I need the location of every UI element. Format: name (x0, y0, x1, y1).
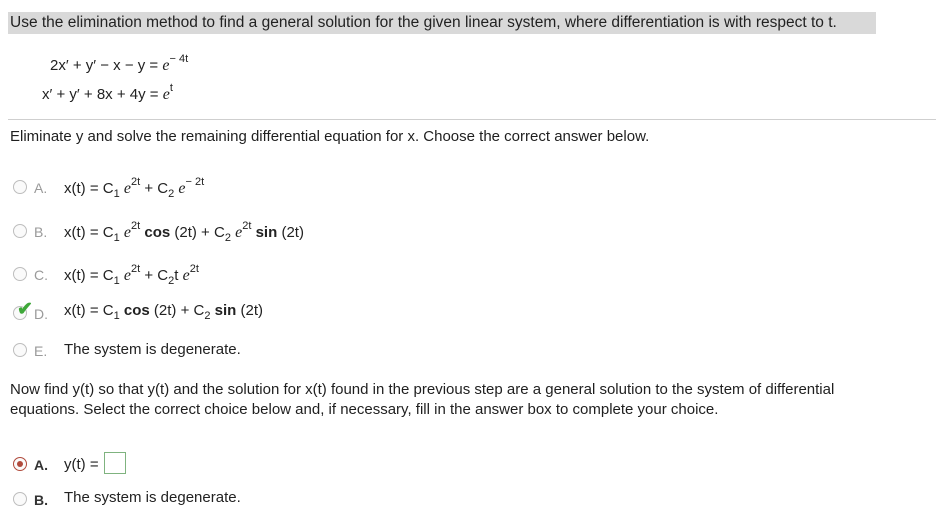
option-b-letter: B. (34, 224, 48, 240)
option-c-text: $x(t) = C_1$ $e^{2t} + C_2t$ $e^{2t}$ (64, 263, 199, 287)
part2-option-a-label: y(t) = (64, 456, 99, 473)
part2-option-b[interactable] (10, 486, 310, 510)
part2-option-b-text: The system is degenerate. (64, 489, 241, 506)
option-e-text: The system is degenerate. (64, 341, 241, 358)
option-e[interactable] (10, 338, 310, 362)
part2-question-line2: equations. Select the correct choice below and, if necessary, fill in the answer box to complete your choice. (10, 401, 719, 418)
part2-option-a[interactable] (10, 452, 210, 478)
part2-option-a-radio[interactable] (13, 457, 27, 471)
equation-1 (50, 53, 189, 75)
option-a-letter: A. (34, 180, 48, 196)
part2-option-b-radio[interactable] (13, 492, 27, 506)
part2-question-line1: Now find y(t) so that y(t) and the solution for x(t) found in the previous step are a general solution to the system of differential (10, 381, 835, 398)
option-d-text: $x(t) = C_1$ $\cos (2t) + C_2$ sin (2t) (64, 302, 264, 322)
option-b-text: $x(t) = C_1$ $e^{2t}$ $\cos (2t) + C_2$ $e^{2t}$ sin (2t) (64, 220, 304, 244)
equation-2-base: e (162, 86, 170, 103)
part2-option-a-letter: A. (34, 457, 48, 473)
option-e-letter: E. (34, 343, 48, 359)
correct-checkmark-icon: ✔ (17, 299, 33, 320)
equation-1-exponent: − 4t (169, 53, 189, 65)
option-c-letter: C. (34, 267, 48, 283)
section-divider (8, 119, 936, 120)
y-answer-box[interactable] (104, 452, 126, 474)
option-e-radio[interactable] (13, 343, 27, 357)
equation-1-base: e (162, 57, 170, 74)
option-b[interactable] (10, 219, 410, 243)
option-a-radio[interactable] (13, 180, 27, 194)
option-c-radio[interactable] (13, 267, 27, 281)
problem-prompt: Use the elimination method to find a general solution for the given linear system, where differentiation is with respect to t. (10, 14, 837, 31)
option-a-text: $x(t) = C_1$ $e^{2t} + C_2$ $e^{- 2t}$ (64, 176, 205, 200)
option-d[interactable] (10, 299, 310, 323)
equation-2-exponent: t (169, 82, 173, 94)
equation-2-lhs: x′ + y′ + 8x + 4y = (42, 86, 159, 103)
option-d-letter: D. (34, 306, 48, 322)
equation-1-lhs: 2x′ + y′ − x − y = (50, 57, 159, 74)
option-a[interactable] (10, 175, 310, 199)
part2-option-b-letter: B. (34, 492, 48, 508)
equation-2 (42, 82, 173, 104)
part1-question: Eliminate y and solve the remaining differential equation for x. Choose the correct answer below. (10, 128, 650, 145)
option-b-radio[interactable] (13, 224, 27, 238)
option-c[interactable] (10, 262, 310, 286)
